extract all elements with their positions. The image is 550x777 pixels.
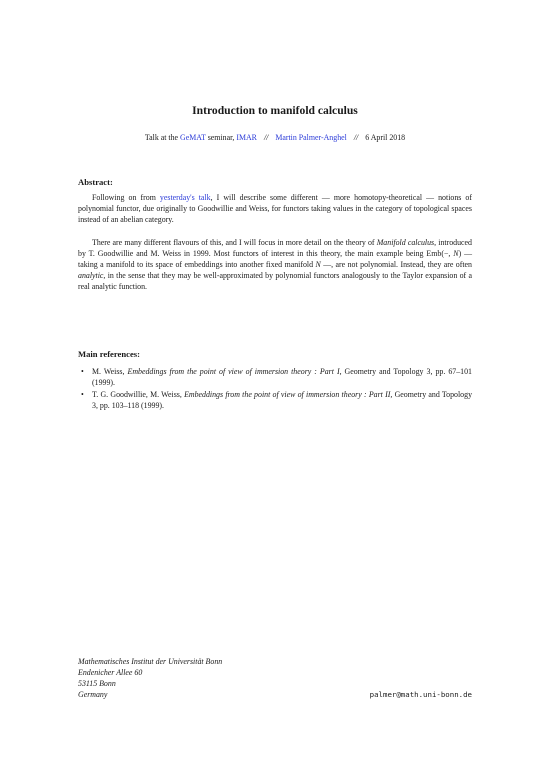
separator-2: // [353, 133, 359, 142]
p2-text-d: —, are not polynomial. Instead, they are often [320, 260, 472, 270]
reference-authors: T. G. Goodwillie, M. Weiss, [92, 390, 185, 400]
email-address[interactable]: palmer@math.uni-bonn.de [369, 690, 472, 700]
p2-text-a: There are many different flavours of this, and I will focus in more detail on the theory of [92, 238, 377, 247]
p1-text-b: , I will describe some different — more homotopy-theoretical — notions of polynomial functor, due originally to Goodwillie and Weiss, for functors taking values in the category of topological spaces instead of an abelian category. [78, 193, 472, 225]
address-block [78, 656, 472, 700]
separator-1: // [263, 133, 269, 142]
talk-date: 6 April 2018 [365, 133, 406, 142]
talk-prefix: Talk at the [144, 133, 181, 142]
bullet-icon: • [81, 367, 84, 376]
p2-emphasis-manifold-calculus: Manifold calculus [376, 238, 435, 247]
address-line: Mathematisches Institut der Universität Bonn [78, 657, 223, 666]
reference-title: Embeddings from the point of view of immersion theory : Part I, [127, 367, 342, 376]
reference-details: Geometry and Topology 3, pp. 67–101 (1999). [92, 367, 472, 388]
p1-text-a: Following on from [92, 193, 160, 202]
abstract-heading: Abstract: [78, 177, 113, 187]
p2-math-N-1: N [453, 249, 459, 259]
reference-title: Embeddings from the point of view of immersion theory : Part II, [184, 390, 393, 400]
references-heading: Main references: [78, 349, 140, 359]
abstract-paragraph-2 [78, 237, 472, 292]
address-line: Germany [78, 690, 108, 700]
p2-math-N-2: N [315, 260, 321, 270]
gemat-link[interactable]: GeMAT [180, 133, 206, 142]
abstract-paragraph-1 [78, 192, 472, 225]
bullet-icon: • [81, 390, 84, 400]
reference-details: Geometry and Topology 3, pp. 103–118 (1999). [92, 390, 473, 411]
p2-text-e: , in the sense that they may be well-approximated by polynomial functors analogously to the Taylor expansion of a real analytic function. [78, 271, 472, 292]
p2-text-b: , introduced by T. Goodwillie and M. Weiss in 1999. Most functors of interest in this theory, the main example being Emb(−, [78, 238, 472, 259]
talk-mid: seminar, [205, 133, 237, 142]
talk-info [78, 133, 472, 142]
reference-authors: M. Weiss, [92, 367, 128, 376]
reference-item [78, 366, 472, 388]
yesterdays-talk-link[interactable]: yesterday's talk [159, 193, 211, 202]
imar-link[interactable]: IMAR [236, 133, 257, 142]
p2-emphasis-analytic: analytic [78, 271, 104, 281]
address-line: Endenicher Allee 60 [78, 668, 143, 678]
reference-list [78, 366, 472, 412]
reference-item [78, 389, 472, 411]
p2-text-c: ) — taking a manifold to its space of embeddings into another fixed manifold [78, 249, 472, 270]
address-line: 53115 Bonn [78, 679, 116, 689]
page-title: Introduction to manifold calculus [192, 104, 358, 117]
author-link[interactable]: Martin Palmer-Anghel [275, 133, 347, 142]
